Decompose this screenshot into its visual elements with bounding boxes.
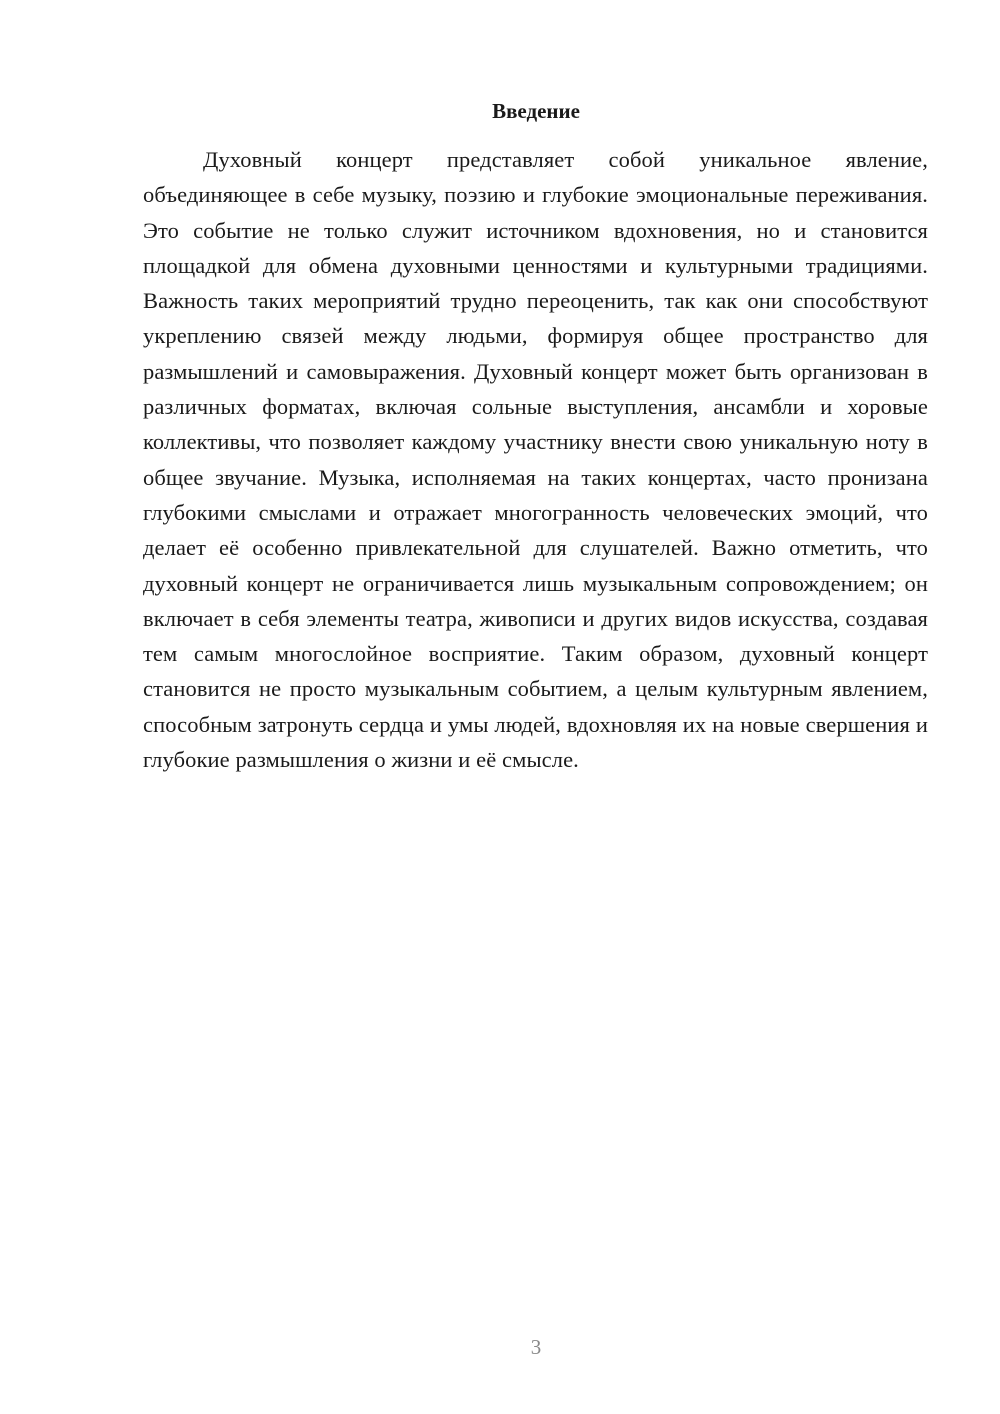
- section-heading: Введение: [492, 99, 580, 123]
- page-number: 3: [530, 1335, 542, 1359]
- body-paragraph: Духовный концерт представляет собой уникальное явление, объединяющее в себе музыку, поэзию и глубокие эмоциональные переживания. Это событие не только служит источником вдохновения, но и становится площадкой для обмена духовными ценностями и культурными традициями. Важность таких мероприятий трудно переоценить, так как они способствуют укреплению связей между людьми, формируя общее пространство для размышлений и самовыражения. Духовный концерт может быть организован в различных форматах, включая сольные выступления, ансамбли и хоровые коллективы, что позволяет каждому участнику внести свою уникальную ноту в общее звучание. Музыка, исполняемая на таких концертах, часто пронизана глубокими смыслами и отражает многогранность человеческих эмоций, что делает её особенно привлекательной для слушателей. Важно отметить, что духовный концерт не ограничивается лишь музыкальным сопровождением; он включает в себя элементы театра, живописи и других видов искусства, создавая тем самым многослойное восприятие. Таким образом, духовный концерт становится не просто музыкальным событием, а целым культурным явлением, способным затронуть сердца и умы людей, вдохновляя их на новые свершения и глубокие размышления о жизни и её смысле.: [143, 147, 928, 773]
